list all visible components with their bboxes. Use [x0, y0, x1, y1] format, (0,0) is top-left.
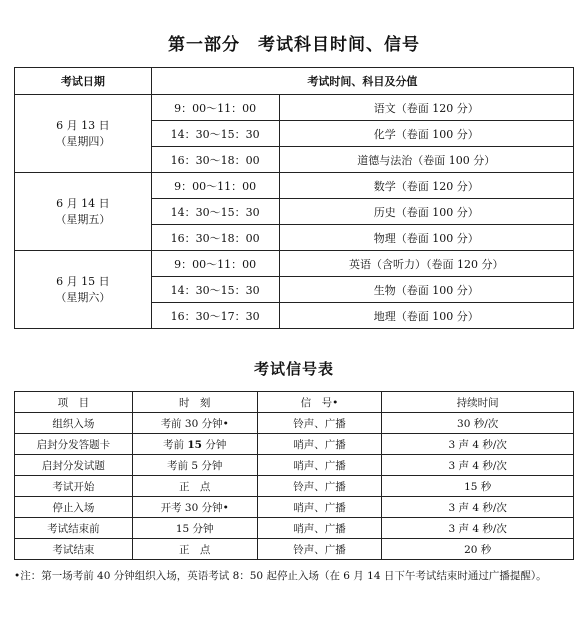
header-signal: 信 号•: [257, 392, 382, 413]
session-time: 14：30～15：30: [151, 199, 279, 225]
table-row: [15, 251, 574, 277]
session-time: 16：30～18：00: [151, 147, 279, 173]
exam-weekday: （星期四）: [55, 134, 111, 148]
table-row: [15, 413, 574, 434]
exam-date-cell: [15, 95, 152, 173]
table-row: [15, 434, 574, 455]
session-subject: 语文（卷面 120 分）: [279, 95, 573, 121]
signal-time-prefix: 考前: [163, 438, 188, 451]
header-duration: 持续时间: [382, 392, 574, 413]
session-subject: 物理（卷面 100 分）: [279, 225, 573, 251]
session-subject: 数学（卷面 120 分）: [279, 173, 573, 199]
signal-duration: 3 声 4 秒/次: [382, 434, 574, 455]
session-subject: 生物（卷面 100 分）: [279, 277, 573, 303]
session-subject: 历史（卷面 100 分）: [279, 199, 573, 225]
exam-schedule-table: [14, 67, 574, 329]
header-time: 时 刻: [132, 392, 257, 413]
signal-duration: 15 秒: [382, 476, 574, 497]
session-time: 16：30～18：00: [151, 225, 279, 251]
signal-time: 正 点: [132, 539, 257, 560]
header-item: 项 目: [15, 392, 133, 413]
signal-time: [132, 434, 257, 455]
signal-item: 考试结束前: [15, 518, 133, 539]
footnote: •注：第一场考前 40 分钟组织入场，英语考试 8：50 起停止入场（在 6 月 14 日下午考试结束时通过广播提醒）。: [14, 570, 547, 582]
signal-type: 铃声、广播: [257, 476, 382, 497]
signal-item: 停止入场: [15, 497, 133, 518]
exam-date-cell: [15, 251, 152, 329]
signal-time-suffix: 分钟: [202, 438, 227, 451]
signal-duration: 3 声 4 秒/次: [382, 518, 574, 539]
table-row: [15, 455, 574, 476]
header-date: 考试日期: [15, 68, 152, 95]
table-row: [15, 518, 574, 539]
table-row: [15, 95, 574, 121]
session-time: 9：00～11：00: [151, 95, 279, 121]
signal-time: 正 点: [132, 476, 257, 497]
exam-weekday: （星期五）: [55, 212, 111, 226]
signal-type: 铃声、广播: [257, 413, 382, 434]
session-time: 9：00～11：00: [151, 173, 279, 199]
signal-type: 铃声、广播: [257, 539, 382, 560]
signal-type: 哨声、广播: [257, 518, 382, 539]
session-subject: 地理（卷面 100 分）: [279, 303, 573, 329]
signal-time: 15 分钟: [132, 518, 257, 539]
signal-item: 启封分发答题卡: [15, 434, 133, 455]
signal-type: 哨声、广播: [257, 434, 382, 455]
exam-date: 6 月 13 日: [56, 118, 110, 132]
table-row: [15, 476, 574, 497]
signal-duration: 3 声 4 秒/次: [382, 497, 574, 518]
signal-item: 考试开始: [15, 476, 133, 497]
session-time: 9：00～11：00: [151, 251, 279, 277]
signal-type: 哨声、广播: [257, 455, 382, 476]
exam-date-cell: [15, 173, 152, 251]
section2-title: 考试信号表: [253, 360, 334, 378]
exam-signal-table: [14, 391, 574, 560]
signal-time: 考前 30 分钟•: [132, 413, 257, 434]
signal-time-bold: 15: [187, 438, 202, 451]
signal-item: 组织入场: [15, 413, 133, 434]
signal-duration: 20 秒: [382, 539, 574, 560]
table-row: [15, 173, 574, 199]
session-subject: 道德与法治（卷面 100 分）: [279, 147, 573, 173]
table-row: [15, 497, 574, 518]
signal-item: 启封分发试题: [15, 455, 133, 476]
signal-duration: 30 秒/次: [382, 413, 574, 434]
signal-duration: 3 声 4 秒/次: [382, 455, 574, 476]
exam-date: 6 月 15 日: [56, 274, 110, 288]
signal-header-row: [15, 392, 574, 413]
session-time: 16：30～17：30: [151, 303, 279, 329]
session-time: 14：30～15：30: [151, 121, 279, 147]
signal-time: 开考 30 分钟•: [132, 497, 257, 518]
session-time: 14：30～15：30: [151, 277, 279, 303]
session-subject: 化学（卷面 100 分）: [279, 121, 573, 147]
session-subject: 英语（含听力）（卷面 120 分）: [279, 251, 573, 277]
signal-type: 哨声、广播: [257, 497, 382, 518]
table-row: [15, 539, 574, 560]
exam-date: 6 月 14 日: [56, 196, 110, 210]
signal-item: 考试结束: [15, 539, 133, 560]
header-schedule: 考试时间、科目及分值: [151, 68, 573, 95]
section1-title: 第一部分 考试科目时间、信号: [168, 35, 420, 55]
schedule-header-row: [15, 68, 574, 95]
exam-weekday: （星期六）: [55, 290, 111, 304]
signal-time: 考前 5 分钟: [132, 455, 257, 476]
